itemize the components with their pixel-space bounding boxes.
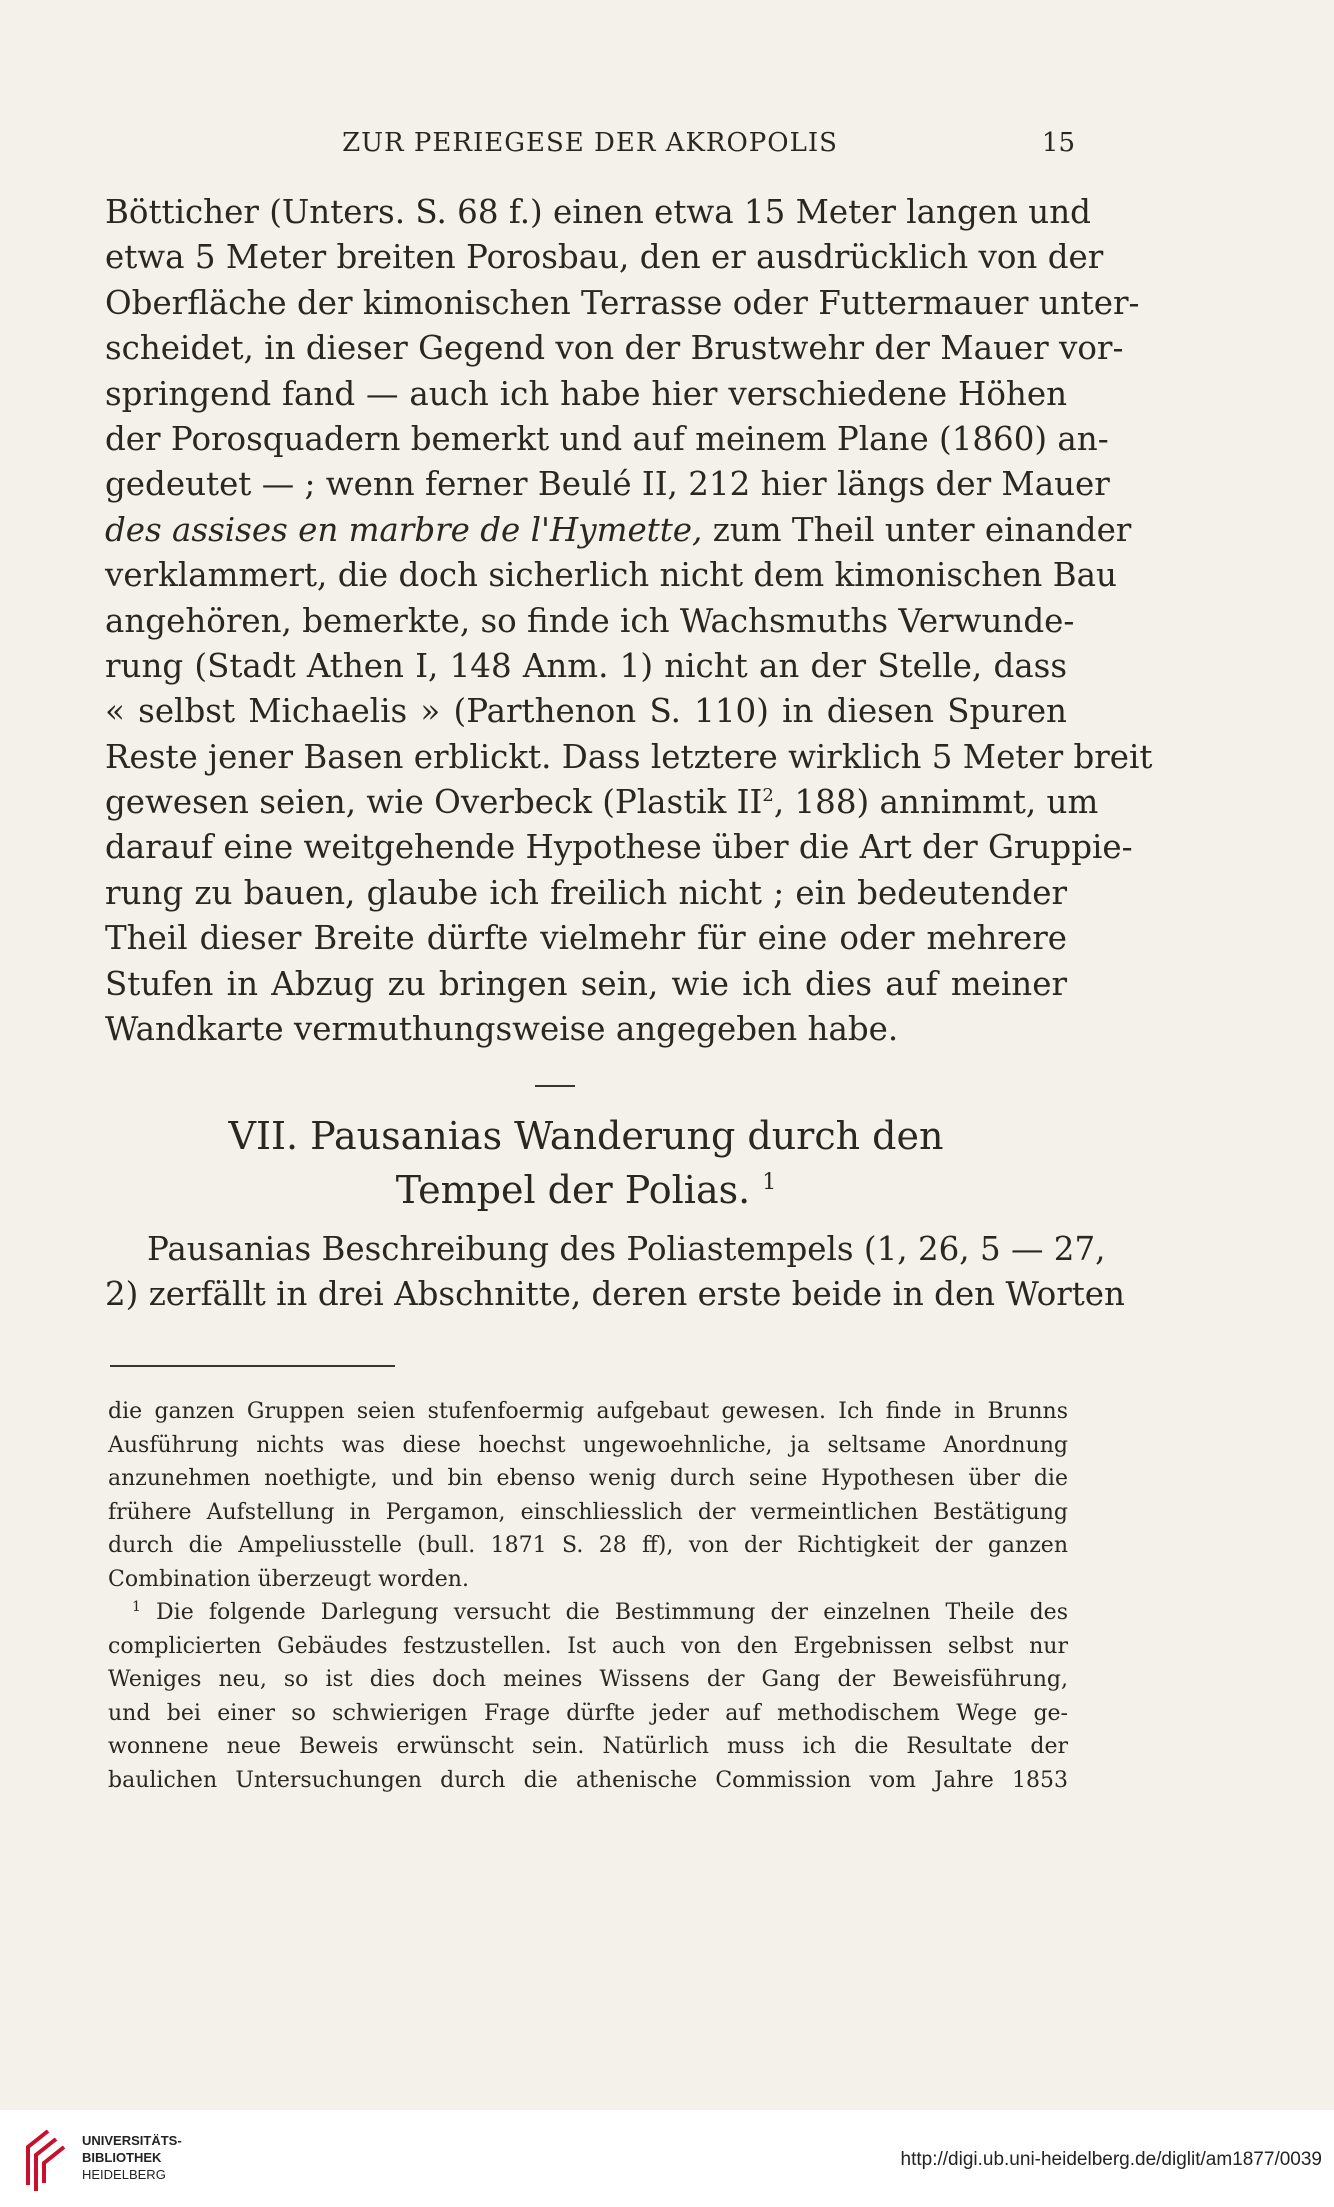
- footnote-line: Ausführung nichts was diese hoechst ungewoehnliche, ja seltsame Anordnung: [108, 1432, 1068, 1458]
- digitization-footer: [0, 2110, 1334, 2207]
- text-fragment: gewesen seien, wie Overbeck (Plastik II: [105, 783, 763, 822]
- text-line: « selbst Michaelis » (Parthenon S. 110) in diesen Spuren: [105, 692, 1067, 731]
- footnote-line: anzunehmen noethigte, und bin ebenso wenig durch seine Hypothesen über die: [108, 1466, 1068, 1491]
- text-line: scheidet, in dieser Gegend von der Brustwehr der Mauer vor-: [105, 329, 1124, 368]
- text-line-italic-phrase: [105, 508, 1132, 553]
- footnote-line: die ganzen Gruppen seien stufenfoermig aufgebaut gewesen. Ich finde in Brunns: [108, 1399, 1068, 1424]
- text-line: rung (Stadt Athen I, 148 Anm. 1) nicht an der Stelle, dass: [105, 646, 1067, 685]
- library-name-line: UNIVERSITÄTS-: [82, 2133, 182, 2148]
- footnote-line: Weniges neu, so ist dies doch meines Wissens der Gang der Beweisführung,: [108, 1667, 1068, 1692]
- text-line: der Porosquadern bemerkt und auf meinem Plane (1860) an-: [105, 419, 1109, 458]
- text-line: etwa 5 Meter breiten Porosbau, den er ausdrücklich von der: [105, 238, 1104, 277]
- footnote-line: baulichen Untersuchungen durch die athenische Commission vom Jahre 1853: [108, 1767, 1068, 1793]
- body-paragraph: [105, 190, 1153, 1052]
- footnotes: [108, 1395, 1068, 1797]
- text-line: springend fand — auch ich habe hier verschiedene Höhen: [105, 374, 1067, 413]
- section-title-line: VII. Pausanias Wanderung durch den: [228, 1114, 944, 1158]
- italic-quote: des assises en marbre de l'Hymette,: [105, 510, 703, 549]
- footnote-1-first-line: [108, 1596, 1068, 1630]
- library-name-line: BIBLIOTHEK: [82, 2150, 162, 2165]
- footnote-line: Combination überzeugt worden.: [108, 1566, 469, 1592]
- footnote-separator: [110, 1365, 395, 1367]
- section-divider: [535, 1085, 575, 1087]
- running-head: [105, 128, 1075, 168]
- text-line: Pausanias Beschreibung des Poliastempels (1, 26, 5 — 27,: [147, 1230, 1106, 1268]
- text-line: gedeutet — ; wenn ferner Beulé II, 212 hier längs der Mauer: [105, 465, 1110, 504]
- text-fragment: zum Theil unter einander: [702, 510, 1132, 549]
- text-line: Wandkarte vermuthungsweise angegeben habe.: [105, 1010, 899, 1049]
- text-line: verklammert, die doch sicherlich nicht dem kimonischen Bau: [105, 556, 1117, 595]
- section-paragraph: [105, 1227, 1125, 1318]
- text-line: rung zu bauen, glaube ich freilich nicht ; ein bedeutender: [105, 873, 1067, 912]
- source-url-link[interactable]: http://digi.ub.uni-heidelberg.de/diglit/am1877/0039: [900, 2149, 1322, 2170]
- text-line: Stufen in Abzug zu bringen sein, wie ich dies auf meiner: [105, 964, 1067, 1003]
- text-line-superscript: [105, 780, 1099, 825]
- library-name: [82, 2132, 182, 2183]
- text-line: darauf eine weitgehende Hypothese über die Art der Gruppie-: [105, 828, 1133, 867]
- text-line: Theil dieser Breite dürfte vielmehr für eine oder mehrere: [105, 919, 1067, 958]
- text-line: angehören, bemerkte, so finde ich Wachsmuths Verwunde-: [105, 601, 1075, 640]
- text-line: 2) zerfällt in drei Abschnitte, deren erste beide in den Worten: [105, 1275, 1125, 1314]
- text-line: Reste jener Basen erblickt. Dass letztere wirklich 5 Meter breit: [105, 737, 1153, 776]
- library-logo-icon[interactable]: [14, 2125, 74, 2195]
- text-line: Bötticher (Unters. S. 68 f.) einen etwa 15 Meter langen und: [105, 193, 1091, 231]
- footnote-marker: 1: [132, 1599, 141, 1615]
- section-heading-continued: [105, 1164, 1067, 1216]
- footnote-reference: 1: [762, 1170, 777, 1195]
- footnote-line: complicierten Gebäudes festzustellen. Ist auch von den Ergebnissen selbst nur: [108, 1633, 1068, 1659]
- section-heading: [105, 1110, 1067, 1162]
- page-number: 15: [1041, 128, 1075, 158]
- footnote-line: durch die Ampeliusstelle (bull. 1871 S. 28 ff), von der Richtigkeit der ganzen: [108, 1533, 1068, 1558]
- text-line: Oberfläche der kimonischen Terrasse oder Futtermauer unter-: [105, 283, 1140, 322]
- text-fragment: , 188) annimmt, um: [773, 783, 1099, 822]
- superscript: 2: [762, 785, 774, 807]
- section-title-line: Tempel der Polias.: [395, 1168, 751, 1212]
- running-title: ZUR PERIEGESE DER AKROPOLIS: [342, 128, 838, 158]
- footnote-line: und bei einer so schwierigen Frage dürfte jeder auf methodischem Wege ge-: [108, 1700, 1068, 1726]
- footnote-line: wonnene neue Beweis erwünscht sein. Natürlich muss ich die Resultate der: [108, 1734, 1068, 1759]
- text-fragment: Die folgende Darlegung versucht die Bestimmung der einzelnen Theile des: [140, 1600, 1068, 1625]
- footnote-line: frühere Aufstellung in Pergamon, einschliesslich der vermeintlichen Bestätigung: [108, 1499, 1068, 1525]
- library-name-line: HEIDELBERG: [82, 2167, 166, 2182]
